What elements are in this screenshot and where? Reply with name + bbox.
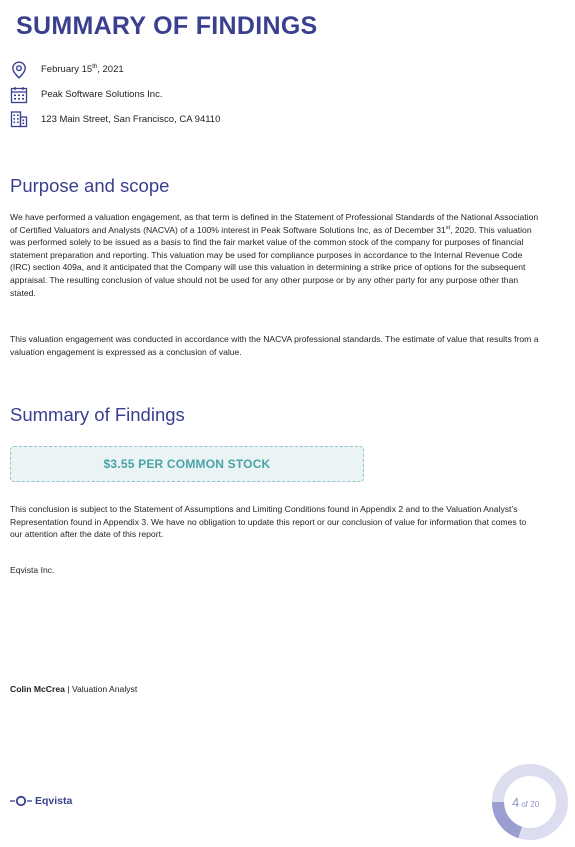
page-title: SUMMARY OF FINDINGS — [16, 12, 318, 40]
signature-line: Colin McCrea | Valuation Analyst — [10, 684, 138, 694]
findings-heading: Summary of Findings — [10, 404, 185, 425]
page-indicator — [490, 762, 570, 842]
price-conclusion: $3.55 PER COMMON STOCK — [103, 457, 271, 471]
signer-role: Valuation Analyst — [71, 684, 138, 694]
purpose-paragraph-2: This valuation engagement was conducted in accordance with the NACVA professional standards. The estimate of value that results from a valuation engagement is expressed as a conclusion of value. — [10, 334, 539, 357]
company-address: 123 Main Street, San Francisco, CA 94110 — [41, 113, 221, 125]
building-icon — [10, 110, 28, 128]
company-signoff: Eqvista Inc. — [10, 565, 55, 575]
page-total: of 20 — [521, 800, 540, 809]
report-date: February 15th, 2021 — [41, 64, 124, 76]
page-number — [512, 795, 539, 810]
price-conclusion-box — [10, 446, 364, 482]
meta-date-row — [10, 58, 220, 82]
purpose-heading: Purpose and scope — [10, 175, 170, 196]
calendar-icon — [10, 86, 28, 104]
meta-address-row — [10, 107, 220, 131]
signer-name: Colin McCrea — [10, 684, 65, 694]
logo-icon — [10, 794, 32, 808]
location-pin-icon — [10, 61, 28, 79]
report-meta — [10, 58, 220, 132]
company-name: Peak Software Solutions Inc. — [41, 89, 163, 100]
findings-paragraph: This conclusion is subject to the Statement of Assumptions and Limiting Conditions found in Appendix 2 and to the Valuation Analyst’s Representation found in Appendix 3. We have no obligation to update this report or our conclusion of value for information that comes to our attention after the date of this report. — [10, 504, 527, 540]
meta-company-row — [10, 83, 220, 107]
purpose-paragraph-1: We have performed a valuation engagement, as that term is defined in the Statement of Professional Standards of the National Association of Certified Valuators and Analysts (NACVA) of a 100% interest in Peak Software Solutions Inc, as of December 31st, 2020. This valuation was performed solely to be issued as a basis to find the fair market value of the common stock of the company for purposes of financial statement preparation and reporting. This valuation may be used for compliance purposes in accordance to the Internal Revenue Code (IRC) section 409a, and it anticipated that the Company will use this valuation in determining a strike price of options for the subsequent appraisal. The resulting conclusion of value should not be used for any other purpose or by any other party for any purpose other than stated. — [10, 212, 539, 298]
footer-logo — [10, 794, 72, 808]
page-current: 4 — [512, 795, 520, 810]
logo-text: Eqvista — [35, 795, 73, 807]
